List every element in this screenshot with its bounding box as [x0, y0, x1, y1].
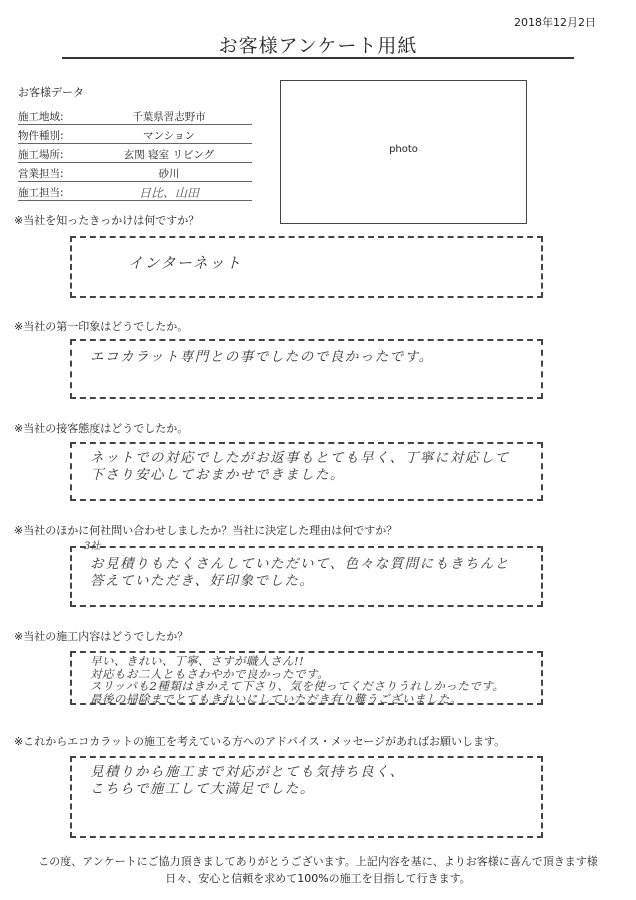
customer-row-area [18, 108, 252, 125]
photo-placeholder [280, 80, 527, 224]
question-6: ※これからエコカラットの施工を考えている方へのアドバイス・メッセージがあればお願いします。 [14, 735, 506, 748]
field-value: 砂川 [158, 168, 180, 180]
answer-1-text: インターネット [128, 254, 243, 272]
field-label: 施工担当: [18, 187, 64, 199]
field-label: 物件種別: [18, 130, 64, 142]
answer-box-6 [70, 756, 543, 838]
answer-box-1 [70, 236, 543, 298]
answer-3-text: ネットでの対応でしたがお返事もとても早く、丁寧に対応して 下さり安心しておまかせできました。 [90, 450, 510, 483]
footer-line-2: 日々、安心と信頼を求めて100%の施工を目指して行きます。 [165, 872, 471, 885]
customer-data-heading: お客様データ [18, 86, 84, 99]
footer-line-1: この度、アンケートにご協力頂きましてありがとうございます。上記内容を基に、よりお客様に喜んで頂きます様 [38, 855, 598, 868]
field-value: マンション [142, 130, 196, 142]
field-value-handwritten: 日比、山田 [138, 186, 199, 200]
answer-5-text: 早い、きれい、丁寧、さすが職人さん!! 対応もお二人ともさわやかで良かったです。 スリッパも2種類はきかえて下さり、気を使ってくださりうれしかったです。 最後の掃除までとてもきれいにしていただき有り難うございました。 [90, 654, 505, 706]
answer-2-text: エコカラット専門との事でしたので良かったです。 [90, 349, 434, 365]
field-label: 施工地域: [18, 111, 64, 123]
survey-date: 2018年12月2日 [514, 16, 596, 29]
question-3: ※当社の接客態度はどうでしたか。 [14, 422, 189, 435]
customer-row-installer [18, 184, 252, 201]
answer-box-5 [70, 651, 543, 705]
field-value: 玄関 寝室 リビング [123, 149, 215, 161]
photo-label: photo [389, 144, 418, 155]
footer-message [30, 853, 606, 887]
question-5: ※当社の施工内容はどうでしたか？ [14, 630, 189, 643]
answer-4-text: お見積りもたくさんしていただいて、色々な質問にもきちんと 答えていただき、好印象でした。 [90, 556, 510, 589]
answer-6-text: 見積りから施工まで対応がとても気持ち良く、 こちらで施工して大満足でした。 [90, 764, 405, 797]
customer-row-property-type [18, 127, 252, 144]
question-1: ※当社を知ったきっかけは何ですか？ [14, 214, 200, 227]
answer-box-2 [70, 339, 543, 399]
field-value: 千葉県習志野市 [132, 111, 206, 123]
field-label: 施工場所: [18, 149, 64, 161]
question-2: ※当社の第一印象はどうでしたか。 [14, 320, 189, 333]
answer-4-note: 3社 [84, 541, 101, 552]
question-4: ※当社のほかに何社問い合わせしましたか？当社に決定した理由は何ですか？ [14, 524, 398, 537]
page-title: お客様アンケート用紙 [218, 35, 418, 57]
answer-box-3 [70, 442, 543, 501]
customer-row-location [18, 146, 252, 163]
field-label: 営業担当: [18, 168, 64, 180]
title-underline [62, 57, 574, 59]
answer-box-4 [70, 546, 543, 607]
customer-row-sales-rep [18, 165, 252, 182]
